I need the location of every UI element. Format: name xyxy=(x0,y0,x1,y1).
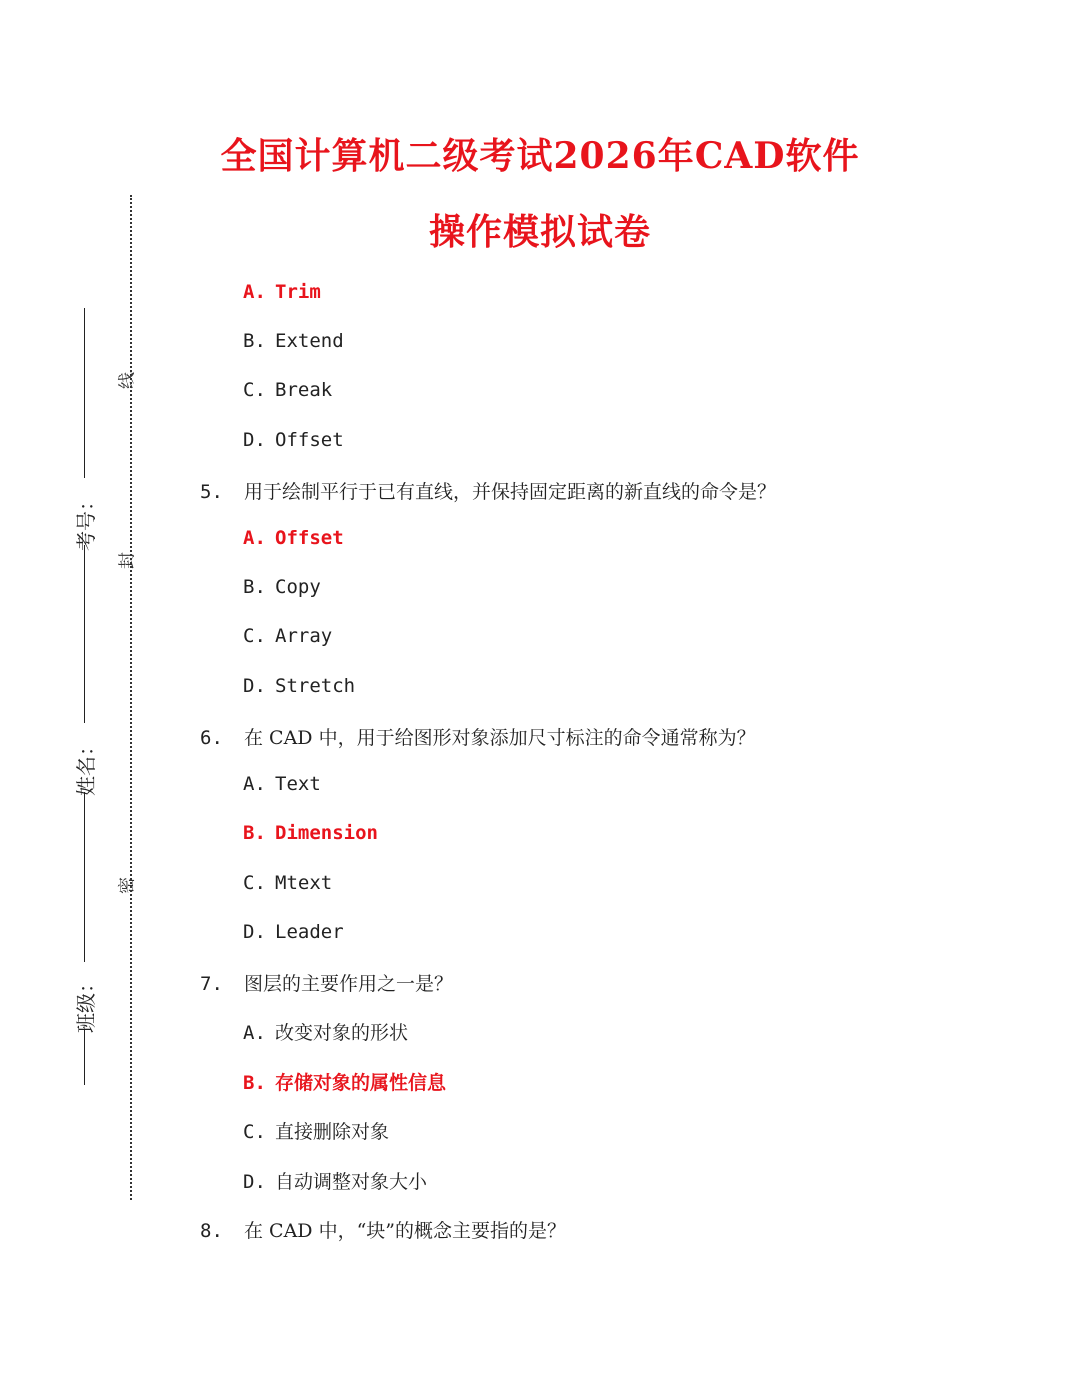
option: D. Stretch xyxy=(243,675,356,697)
option: C. Break xyxy=(243,379,333,401)
option-answer: B. Dimension xyxy=(243,822,378,844)
option-answer: B. 存储对象的属性信息 xyxy=(243,1072,447,1094)
option: C. Mtext xyxy=(243,872,333,894)
question-5: 5. 用于绘制平行于已有直线，并保持固定距离的新直线的命令是？ xyxy=(200,481,777,503)
question-7: 7. 图层的主要作用之一是？ xyxy=(200,973,454,995)
seal-char-xian: 线 xyxy=(117,372,138,389)
option-answer: A. Offset xyxy=(243,527,344,549)
exam-number-label: 考号： xyxy=(74,491,98,551)
seal-char-mi: 密 xyxy=(117,877,138,894)
exam-subtitle: 操作模拟试卷 xyxy=(428,211,651,253)
seal-char-feng: 封 xyxy=(117,552,138,569)
class-label: 班级： xyxy=(74,973,98,1033)
option: B. Copy xyxy=(243,576,321,598)
option: D. 自动调整对象大小 xyxy=(243,1171,428,1193)
option: D. Leader xyxy=(243,921,344,943)
name-line xyxy=(84,545,85,723)
option: A. Text xyxy=(243,773,321,795)
name-label: 姓名： xyxy=(74,736,98,796)
option-answer: A. Trim xyxy=(243,281,321,303)
question-8: 8. 在 CAD 中，“块”的概念主要指的是？ xyxy=(200,1220,566,1242)
exam-number-line xyxy=(84,308,85,478)
option: A. 改变对象的形状 xyxy=(243,1022,409,1044)
option: B. Extend xyxy=(243,330,344,352)
seal-dotted-line xyxy=(130,195,132,1200)
option: C. Array xyxy=(243,625,333,647)
option: C. 直接删除对象 xyxy=(243,1121,390,1143)
exam-title: 全国计算机二级考试2026年CAD软件 xyxy=(220,135,860,177)
question-6: 6. 在 CAD 中，用于给图形对象添加尺寸标注的命令通常称为？ xyxy=(200,727,756,749)
option: D. Offset xyxy=(243,429,344,451)
class-line-bottom xyxy=(84,1030,85,1085)
class-line xyxy=(84,792,85,962)
